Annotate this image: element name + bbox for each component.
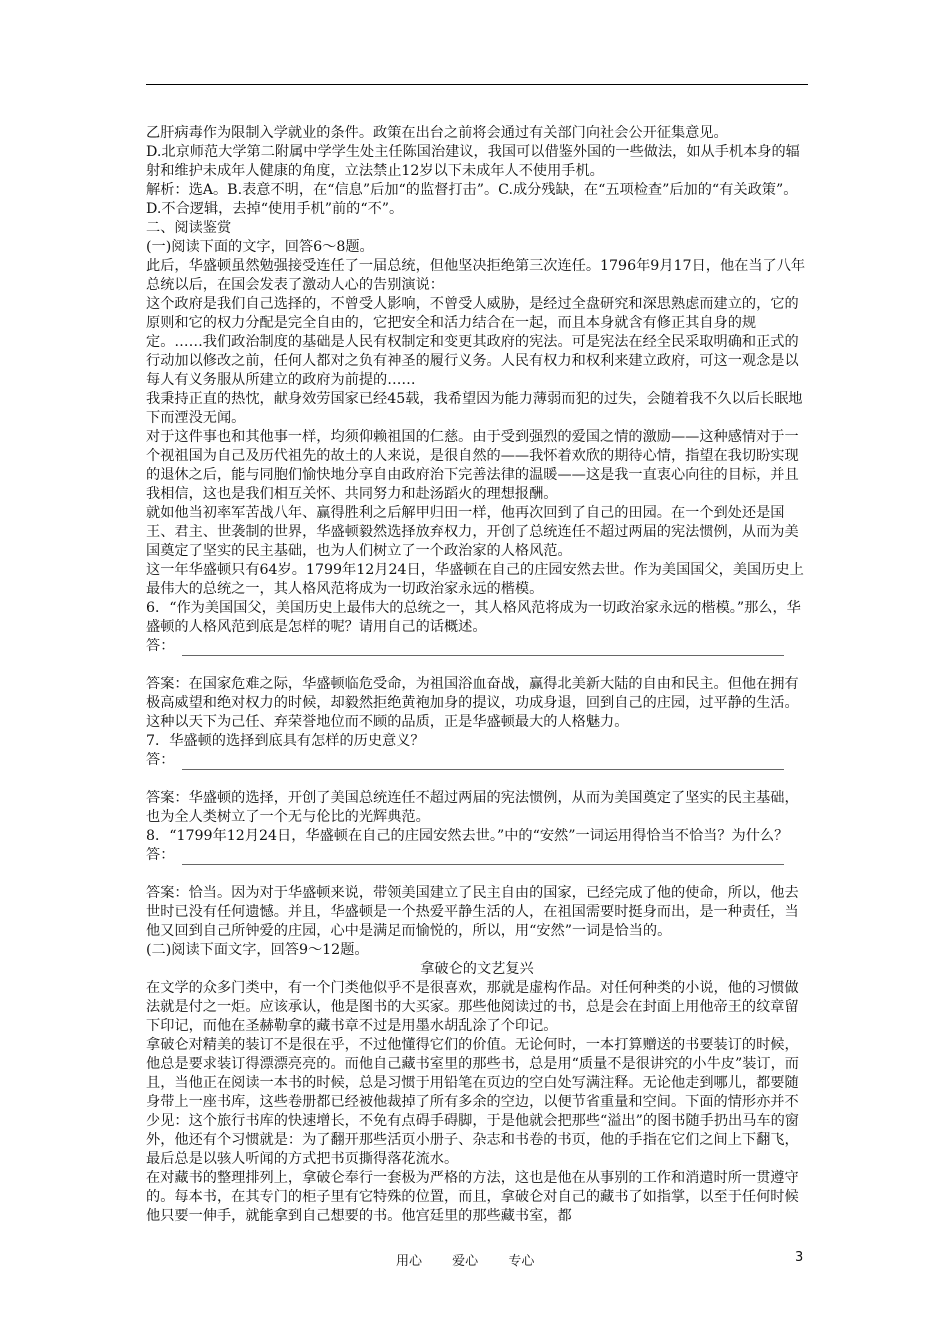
answer-rule [182, 757, 784, 770]
answer-8: 答案：恰当。因为对于华盛顿来说，带领美国建立了民主自由的国家，已经完成了他的使命，所以，他去世时已没有任何遗憾。并且，华盛顿是一个热爱平静生活的人，在祖国需要时挺身而出，是一种责任，当他又回到自己所钟爱的庄园，心中是满足而愉悦的，所以，用“安然”一词是恰当的。 [146, 885, 799, 939]
option-d: D.北京师范大学第二附属中学学生处主任陈国治建议，我国可以借鉴外国的一些做法，如从手机本身的辐射和维护未成年人健康的角度，立法禁止12岁以下未成年人不使用手机。 [146, 144, 800, 179]
question-8: 8．“1799年12月24日，华盛顿在自己的庄园安然去世。”中的“安然”一词运用得恰当不恰当？为什么？ [146, 828, 789, 844]
page-content [146, 124, 808, 1226]
subsection-heading: (二)阅读下面文字，回答9～12题。 [146, 942, 369, 958]
question-7: 7．华盛顿的选择到底具有怎样的历史意义？ [146, 733, 425, 749]
paragraph: 这一年华盛顿只有64岁。1799年12月24日，华盛顿在自己的庄园安然去世。作为美国国父，美国历史上最伟大的总统之一，其人格风范将成为一切政治家永远的楷模。 [146, 562, 804, 597]
paragraph: 我秉持正直的热忱，献身效劳国家已经45载，我希望因为能力薄弱而犯的过失，会随着我不久以后长眠地下而湮没无闻。 [146, 391, 803, 426]
paragraph: 乙肝病毒作为限制入学就业的条件。政策在出台之前将会通过有关部门向社会公开征集意见。 [146, 125, 728, 141]
answer-prefix: 答： [146, 752, 175, 768]
footer-motto: 爱心 [452, 1254, 479, 1269]
footer-motto: 专心 [508, 1254, 535, 1269]
blank-line [146, 770, 808, 789]
page-footer [0, 1250, 950, 1270]
answer-rule [182, 643, 784, 656]
paragraph: 拿破仑对精美的装订不是很在乎，不过他懂得它们的价值。无论何时，一本打算赠送的书要装订的时候，他总是要求装订得漂漂亮亮的。而他自己藏书室里的那些书，总是用“质量不是很讲究的小牛皮”装订，而且，当他正在阅读一本书的时候，总是习惯于用铅笔在页边的空白处写满注释。无论他走到哪儿，都要随身带上一座书库，这些卷册都已经被他裁掉了所有多余的空边，以便节省重量和空间。下面的情形亦并不少见：这个旅行书库的快速增长，不免有点碍手碍脚，于是他就会把那些“溢出”的图书随手扔出马车的窗外，他还有个习惯就是：为了翻开那些活页小册子、杂志和书卷的书页，他的手指在它们之间上下翻飞，最后总是以骇人听闻的方式把书页撕得落花流水。 [146, 1037, 799, 1167]
paragraph: 对于这件事也和其他事一样，均须仰赖祖国的仁慈。由于受到强烈的爱国之情的激励——这种感情对于一个视祖国为自己及历代祖先的故土的人来说，是很自然的——我怀着欢欣的期待心情，指望在我切盼实现的退休之后，能与同胞们愉快地分享自由政府治下完善法律的温暖——这是我一直衷心向往的目标，并且我相信，这也是我们相互关怀、共同努力和赴汤蹈火的理想报酬。 [146, 429, 799, 502]
answer-7: 答案：华盛顿的选择，开创了美国总统连任不超过两届的宪法惯例，从而为美国奠定了坚实的民主基础，也为全人类树立了一个无与伦比的光辉典范。 [146, 790, 799, 825]
answer-prefix: 答： [146, 847, 175, 863]
answer-line-6 [146, 637, 808, 656]
page-number: 3 [795, 1250, 804, 1265]
footer-mottos [396, 1250, 560, 1269]
paragraph: 在对藏书的整理排列上，拿破仑奉行一套极为严格的方法，这也是他在从事别的工作和消遣时所一贯遵守的。每本书，在其专门的柜子里有它特殊的位置，而且，拿破仑对自己的藏书了如指掌，以至于任何时候他只要一伸手，就能拿到自己想要的书。他宫廷里的那些藏书室，都 [146, 1170, 799, 1224]
paragraph: 就如他当初率军苦战八年、赢得胜利之后解甲归田一样，他再次回到了自己的田园。在一个到处还是国王、君主、世袭制的世界，华盛顿毅然选择放弃权力，开创了总统连任不超过两届的宪法惯例，从而为美国奠定了坚实的民主基础，也为人们树立了一个政治家的人格风范。 [146, 505, 799, 559]
answer-line-8 [146, 846, 808, 865]
paragraph: 此后，华盛顿虽然勉强接受连任了一届总统，但他坚决拒绝第三次连任。1796年9月17日，他在当了八年总统以后，在国会发表了激动人心的告别演说： [146, 258, 806, 293]
answer-rule [182, 852, 784, 865]
section-heading: 二、阅读鉴赏 [146, 220, 232, 236]
question-6: 6．“作为美国国父，美国历史上最伟大的总统之一，其人格风范将成为一切政治家永远的楷模。”那么，华盛顿的人格风范到底是怎样的呢？请用自己的话概述。 [146, 600, 801, 635]
header-rule [146, 84, 808, 85]
answer-6: 答案：在国家危难之际，华盛顿临危受命，为祖国浴血奋战，赢得北美新大陆的自由和民主。但他在拥有极高威望和绝对权力的时候，却毅然拒绝黄袍加身的提议，功成身退，回到自己的庄园，过平静的生活。这种以天下为己任、弃荣誉地位而不顾的品质，正是华盛顿最大的人格魅力。 [146, 676, 799, 730]
blank-line [146, 656, 808, 675]
answer-line-7 [146, 751, 808, 770]
paragraph: 在文学的众多门类中，有一个门类他似乎不是很喜欢，那就是虚构作品。对任何种类的小说，他的习惯做法就是付之一炬。应该承认，他是图书的大买家。那些他阅读过的书，总是会在封面上用他帝王的纹章留下印记，而他在圣赫勒拿的藏书章不过是用墨水胡乱涂了个印记。 [146, 980, 799, 1034]
passage-title: 拿破仑的文艺复兴 [420, 961, 534, 977]
footer-motto: 用心 [396, 1254, 423, 1269]
answer-prefix: 答： [146, 638, 175, 654]
analysis: 解析：选A。B.表意不明，在“信息”后加“的监督打击”。C.成分残缺，在“五项检查”后加的“有关政策”。D.不合逻辑，去掉“使用手机”前的“不”。 [146, 182, 798, 217]
subsection-heading: (一)阅读下面的文字，回答6～8题。 [146, 239, 374, 255]
blank-line [146, 865, 808, 884]
paragraph: 这个政府是我们自己选择的，不曾受人影响，不曾受人威胁，是经过全盘研究和深思熟虑而建立的，它的原则和它的权力分配是完全自由的，它把安全和活力结合在一起，而且本身就含有修正其自身的规定。……我们政治制度的基础是人民有权制定和变更其政府的宪法。可是宪法在经全民采取明确和正式的行动加以修改之前，任何人都对之负有神圣的履行义务。人民有权力和权利来建立政府，可这一观念是以每人有义务服从所建立的政府为前提的…… [146, 296, 799, 388]
